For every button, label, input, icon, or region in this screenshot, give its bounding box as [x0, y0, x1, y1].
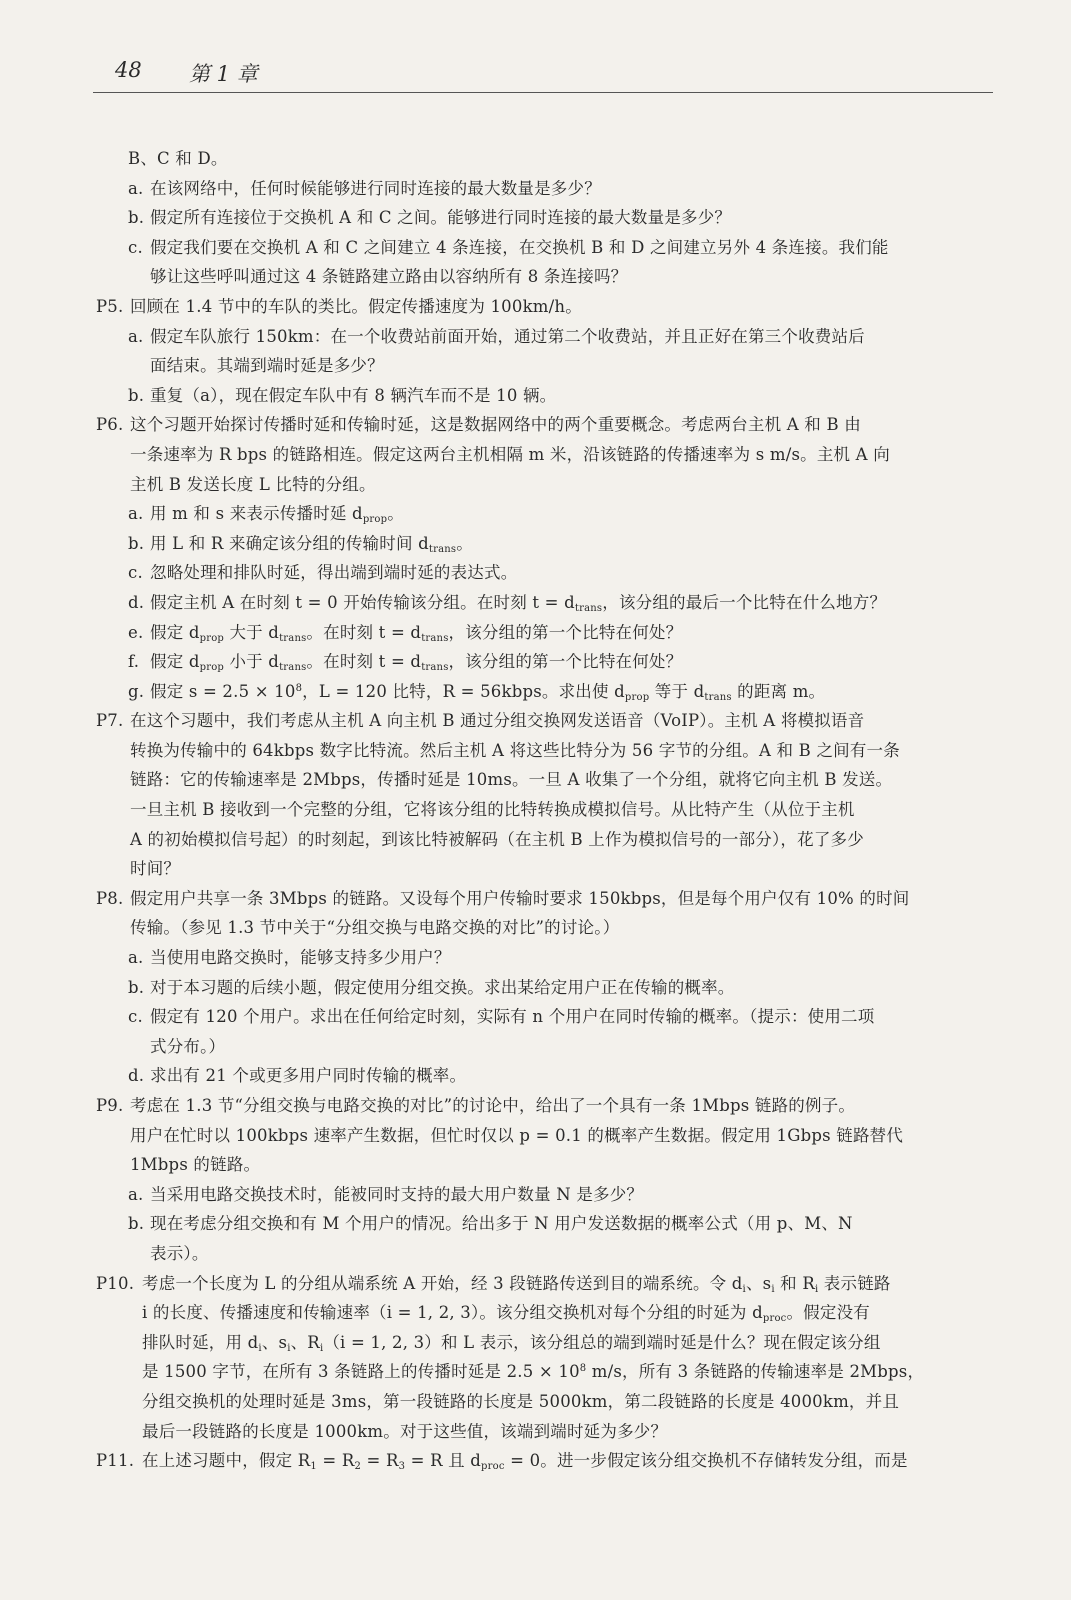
text-line: [96, 854, 996, 884]
item-label: c.: [128, 563, 143, 583]
text-line: [96, 765, 996, 795]
line-text: A 的初始模拟信号起）的时刻起，到该比特被解码（在主机 B 上作为模拟信号的一部分），花了多少: [130, 829, 864, 849]
text-line: [96, 588, 996, 618]
text-line: [96, 558, 996, 588]
line-text: 分组交换机的处理时延是 3ms，第一段链路的长度是 5000km，第二段链路的长度是 4000km，并且: [142, 1391, 900, 1411]
text-line: [96, 1357, 996, 1387]
text-line: [96, 1209, 996, 1239]
line-text: 求出有 21 个或更多用户同时传输的概率。: [150, 1066, 467, 1086]
line-text: 考虑在 1.3 节“分组交换与电路交换的对比”的讨论中，给出了一个具有一条 1Mbps 链路的例子。: [130, 1096, 856, 1115]
line-text: 排队时延，用 $d_i$、$s_i$、$R_i(i = 1$, 2, 3）和 L 表示，该分组总的端到端时延是什么？现在假定该分组: [142, 1332, 881, 1354]
line-text: 假定用户共享一条 3Mbps 的链路。又设每个用户传输时要求 150kbps，但是每个用户仅有 10% 的时间: [130, 888, 910, 908]
line-text: 假定所有连接位于交换机 A 和 C 之间。能够进行同时连接的最大数量是多少？: [150, 208, 732, 228]
item-label: f.: [128, 652, 140, 672]
chapter-title: 第 1 章: [189, 62, 258, 86]
line-text: B、C 和 D。: [128, 149, 228, 168]
text-line: [96, 1150, 996, 1180]
line-text: 假定主机 A 在时刻 t = 0 开始传输该分组。在时刻 $t = d_{trans}$，该分组的最后一个比特在什么地方？: [150, 592, 887, 614]
problem-number: P6.: [96, 415, 124, 435]
item-label: g.: [128, 681, 145, 701]
problem-number: P11.: [96, 1451, 135, 1471]
problem-number: P10.: [96, 1273, 135, 1293]
line-text: 最后一段链路的长度是 1000km。对于这些值，该端到端时延为多少？: [142, 1421, 668, 1441]
item-label: b.: [128, 385, 145, 405]
text-line: [96, 174, 996, 204]
text-line: [96, 499, 996, 529]
line-text: 考虑一个长度为 L 的分组从端系统 A 开始，经 3 段链路传送到目的端系统。令 $d_i$、$s_i$ 和 $R_i$ 表示链路: [142, 1273, 891, 1295]
line-text: 时间？: [130, 859, 181, 879]
problem-line: [96, 884, 996, 914]
line-text: 假定 $d_{prop}$ 小于 $d_{trans}$。在时刻 $t = d_{trans}$，该分组的第一个比特在何处？: [150, 652, 683, 674]
text-line: [96, 351, 996, 381]
problem-line: [96, 1269, 996, 1299]
problem-number: P9.: [96, 1096, 124, 1115]
item-label: b.: [128, 977, 145, 997]
text-line: [96, 1121, 996, 1151]
line-text: 转换为传输中的 64kbps 数字比特流。然后主机 A 将这些比特分为 56 字节的分组。A 和 B 之间有一条: [130, 740, 900, 760]
text-line: [96, 795, 996, 825]
line-text: 用 m 和 s 来表示传播时延 $d_{prop}$。: [150, 504, 404, 526]
line-text: 这个习题开始探讨传播时延和传输时延，这是数据网络中的两个重要概念。考虑两台主机 A 和 B 由: [130, 415, 861, 435]
line-text: 当采用电路交换技术时，能被同时支持的最大用户数量 N 是多少？: [150, 1184, 644, 1204]
line-text: 一旦主机 B 接收到一个完整的分组，它将该分组的比特转换成模拟信号。从比特产生（从位于主机: [130, 800, 855, 820]
text-line: [96, 618, 996, 648]
problem-number: P7.: [96, 711, 124, 731]
line-text: 用 L 和 R 来确定该分组的传输时间 $d_{trans}$。: [150, 533, 473, 555]
problem-number: P8.: [96, 888, 124, 908]
problem-line: [96, 1091, 996, 1121]
line-text: 假定 $s = 2.5 \times 10^8$，L = 120 比特，R = 56kbps。求出使 $d_{prop}$ 等于 $d_{trans}$ 的距离 m。: [150, 681, 826, 703]
line-text: 当使用电路交换时，能够支持多少用户？: [150, 948, 451, 968]
item-label: a.: [128, 504, 144, 524]
page-number: 48: [115, 58, 142, 82]
item-label: d.: [128, 1066, 145, 1086]
item-label: c.: [128, 237, 143, 257]
page-header: [93, 52, 993, 93]
line-text: 现在考虑分组交换和有 M 个用户的情况。给出多于 N 用户发送数据的概率公式（用 p、M、N: [150, 1214, 853, 1234]
text-line: [96, 825, 996, 855]
text-line: [96, 440, 996, 470]
line-text: 1Mbps 的链路。: [130, 1155, 261, 1175]
line-text: 假定我们要在交换机 A 和 C 之间建立 4 条连接，在交换机 B 和 D 之间建立另外 4 条连接。我们能: [150, 237, 889, 257]
line-text: 假定有 120 个用户。求出在任何给定时刻，实际有 n 个用户在同时传输的概率。（提示：使用二项: [150, 1007, 875, 1027]
text-line: [96, 203, 996, 233]
text-line: [96, 529, 996, 559]
item-label: a.: [128, 948, 144, 968]
text-line: [96, 1239, 996, 1269]
line-text: 对于本习题的后续小题，假定使用分组交换。求出某给定用户正在传输的概率。: [150, 977, 735, 997]
page-body: [96, 144, 996, 1476]
line-text: 面结束。其端到端时延是多少？: [150, 356, 384, 376]
text-line: [96, 470, 996, 500]
problem-line: [96, 706, 996, 736]
line-text: 在上述习题中，假定 $R_1 = R_2 = R_3 = R$ 且 $d_{proc} = 0$。进一步假定该分组交换机不存储转发分组，而是: [142, 1451, 908, 1473]
line-text: 重复（a），现在假定车队中有 8 辆汽车而不是 10 辆。: [150, 385, 557, 405]
problem-line: [96, 292, 996, 322]
line-text: 假定 $d_{prop}$ 大于 $d_{trans}$。在时刻 $t = d_{trans}$，该分组的第一个比特在何处？: [150, 622, 683, 644]
line-text: 回顾在 1.4 节中的车队的类比。假定传播速度为 100km/h。: [130, 296, 582, 316]
text-line: [96, 1002, 996, 1032]
line-text: 用户在忙时以 100kbps 速率产生数据，但忙时仅以 p = 0.1 的概率产生数据。假定用 1Gbps 链路替代: [130, 1125, 904, 1145]
problem-line: [96, 1446, 996, 1476]
line-text: 传输。（参见 1.3 节中关于“分组交换与电路交换的对比”的讨论。）: [130, 918, 620, 938]
item-label: a.: [128, 1184, 144, 1204]
line-text: 忽略处理和排队时延，得出端到端时延的表达式。: [150, 563, 518, 583]
text-line: [96, 913, 996, 943]
line-text: 链路：它的传输速率是 2Mbps，传播时延是 10ms。一旦 A 收集了一个分组，就将它向主机 B 发送。: [130, 770, 893, 790]
line-text: 够让这些呼叫通过这 4 条链路建立路由以容纳所有 8 条连接吗？: [150, 267, 628, 287]
line-text: 在该网络中，任何时候能够进行同时连接的最大数量是多少？: [150, 178, 601, 198]
line-text: 一条速率为 R bps 的链路相连。假定这两台主机相隔 m 米，沿该链路的传播速率为 s m/s。主机 A 向: [130, 444, 890, 464]
item-label: b.: [128, 208, 145, 228]
text-line: [96, 233, 996, 263]
line-text: 假定车队旅行 150km：在一个收费站前面开始，通过第二个收费站，并且正好在第三个收费站后: [150, 326, 865, 346]
item-label: e.: [128, 622, 144, 642]
text-line: [96, 1180, 996, 1210]
text-line: [96, 1417, 996, 1447]
line-text: 是 1500 字节，在所有 3 条链路上的传播时延是 $2.5 \times 10^8$ m/s，所有 3 条链路的传输速率是 2Mbps，: [142, 1362, 925, 1382]
text-line: [96, 677, 996, 707]
text-line: [96, 1298, 996, 1328]
text-line: [96, 647, 996, 677]
line-text: 在这个习题中，我们考虑从主机 A 向主机 B 通过分组交换网发送语音（VoIP）。主机 A 将模拟语音: [130, 711, 865, 731]
item-label: b.: [128, 533, 145, 553]
item-label: b.: [128, 1214, 145, 1234]
text-line: [96, 144, 996, 174]
item-label: c.: [128, 1007, 143, 1027]
text-line: [96, 381, 996, 411]
text-line: [96, 322, 996, 352]
line-text: i 的长度、传播速度和传输速率（i = 1, 2, 3）。该分组交换机对每个分组的时延为 $d_{proc}$。假定没有: [142, 1303, 870, 1325]
line-text: 主机 B 发送长度 L 比特的分组。: [130, 474, 376, 494]
item-label: d.: [128, 592, 145, 612]
text-line: [96, 973, 996, 1003]
item-label: a.: [128, 178, 144, 198]
text-line: [96, 736, 996, 766]
item-label: a.: [128, 326, 144, 346]
problem-line: [96, 410, 996, 440]
text-line: [96, 262, 996, 292]
text-line: [96, 1387, 996, 1417]
text-line: [96, 943, 996, 973]
line-text: 表示）。: [150, 1243, 209, 1263]
text-line: [96, 1032, 996, 1062]
problem-number: P5.: [96, 296, 124, 316]
line-text: 式分布。）: [150, 1036, 226, 1056]
text-line: [96, 1328, 996, 1358]
text-line: [96, 1061, 996, 1091]
